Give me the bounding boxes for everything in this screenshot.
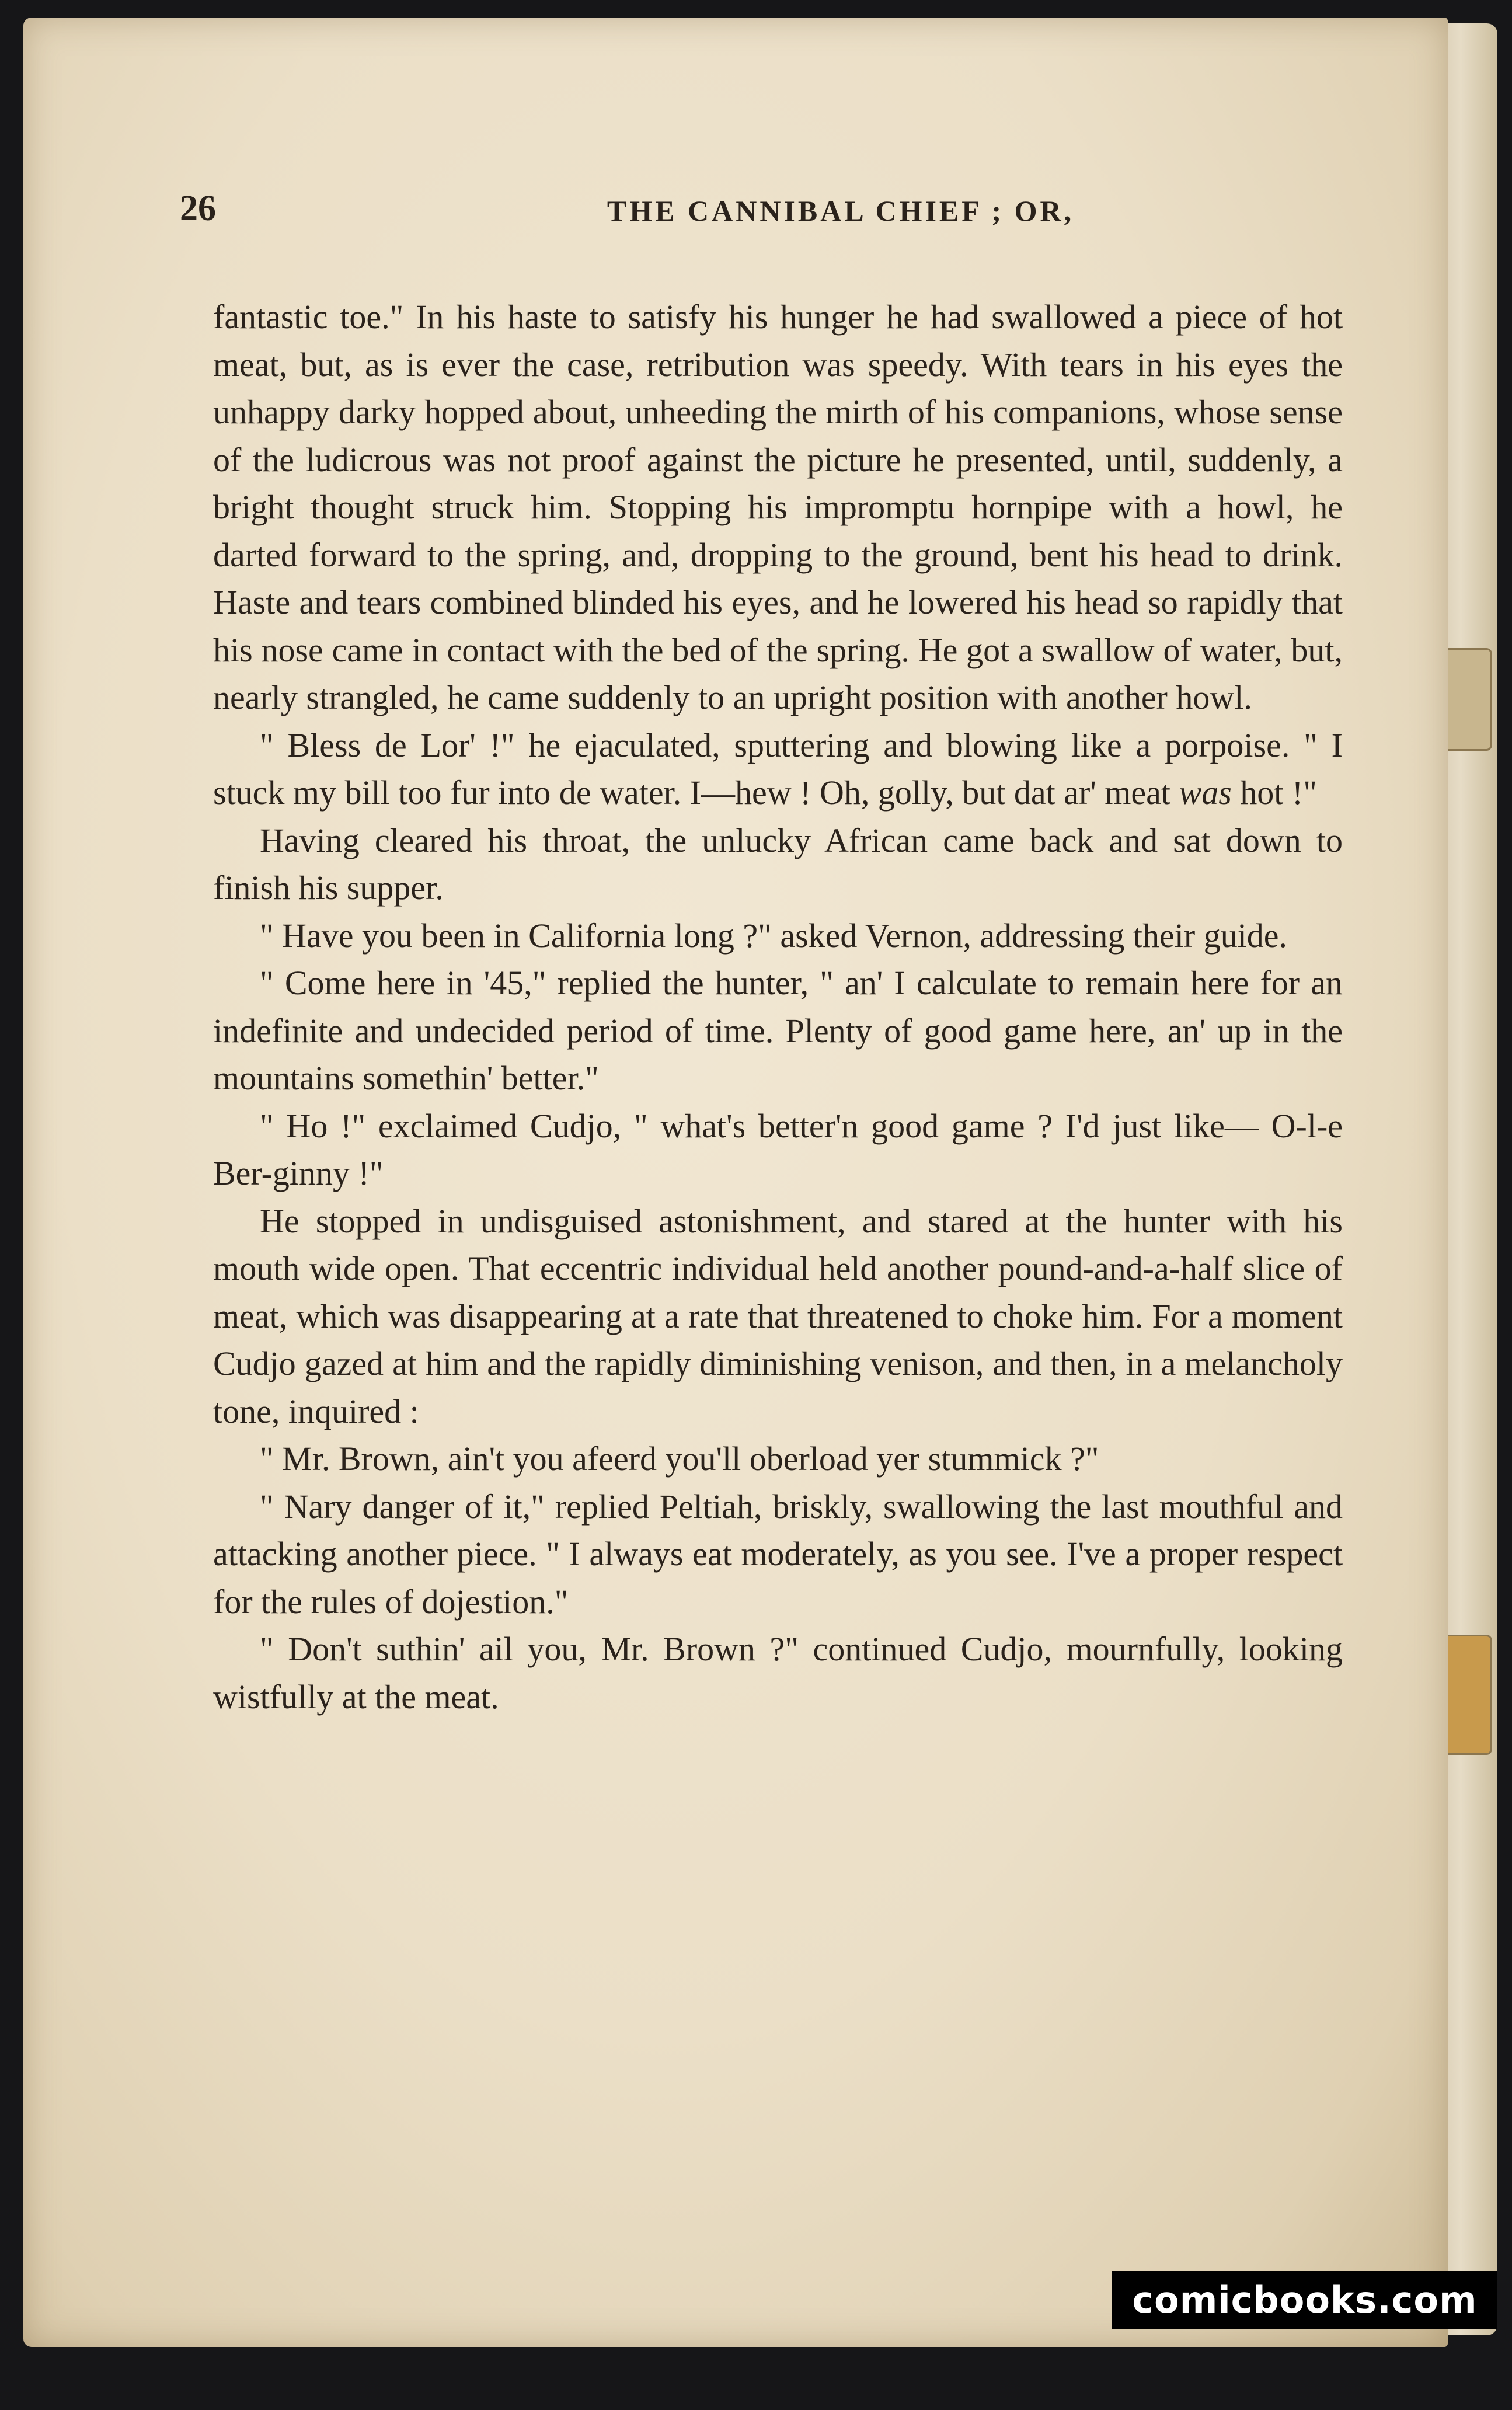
body-text xyxy=(213,293,1343,1721)
paragraph xyxy=(213,912,1343,960)
watermark-logo: comicbooks.com xyxy=(1112,2271,1497,2329)
text-run: " Mr. Brown, ain't you afeerd you'll oberload yer stummick ?" xyxy=(260,1440,1099,1478)
running-head xyxy=(23,18,1448,228)
paragraph xyxy=(213,817,1343,912)
text-run: " Don't suthin' ail you, Mr. Brown ?" continued Cudjo, mournfully, looking wistfully at the meat. xyxy=(213,1630,1343,1716)
paragraph xyxy=(213,1197,1343,1436)
running-head-title: THE CANNIBAL CHIEF ; OR, xyxy=(607,194,1075,227)
paragraph xyxy=(213,1483,1343,1626)
paragraph xyxy=(213,1435,1343,1483)
paragraph xyxy=(213,959,1343,1102)
text-run: fantastic toe." In his haste to satisfy his hunger he had swallowed a piece of hot meat, but, as is ever the case, retribution was speedy. With tears in his eyes the unhappy darky hopped about, unheeding the mirth of his companions, whose sense of the ludicrous was not proof against the picture he presented, until, suddenly, a bright thought struck him. Stopping his impromptu hornpipe with a howl, he darted forward to the spring, and, dropping to the ground, bent his head to drink. Haste and tears combined blinded his eyes, and he lowered his head so rapidly that his nose came in contact with the bed of the spring. He got a swallow of water, but, nearly strangled, he came suddenly to an upright position with another howl. xyxy=(213,298,1343,716)
emphasis-text: was xyxy=(1179,774,1232,812)
paragraph xyxy=(213,1625,1343,1721)
book-page xyxy=(23,18,1448,2347)
text-run: " Have you been in California long ?" asked Vernon, addressing their guide. xyxy=(260,916,1288,955)
text-run: " Bless de Lor' !" he ejaculated, sputtering and blowing like a porpoise. " I stuck my bill too fur into de water. I—hew ! Oh, golly, but dat ar' meat xyxy=(213,726,1343,812)
text-run: Having cleared his throat, the unlucky African came back and sat down to finish his supper. xyxy=(213,821,1343,907)
paragraph xyxy=(213,293,1343,722)
paragraph xyxy=(213,1102,1343,1197)
text-run: hot !" xyxy=(1231,774,1317,812)
page-number: 26 xyxy=(180,189,216,228)
text-run: " Nary danger of it," replied Peltiah, briskly, swallowing the last mouthful and attacking another piece. " I always eat moderately, as you see. I've a proper respect for the rules of dojestion." xyxy=(213,1487,1343,1621)
text-run: " Ho !" exclaimed Cudjo, " what's better'n good game ? I'd just like— O-l-e Ber-ginny !" xyxy=(213,1106,1343,1192)
text-run: He stopped in undisguised astonishment, and stared at the hunter with his mouth wide open. That eccentric individual held another pound-and-a-half slice of meat, which was disappearing at a rate that threatened to choke him. For a moment Cudjo gazed at him and the rapidly diminishing venison, and then, in a melancholy tone, inquired : xyxy=(213,1201,1343,1430)
paragraph xyxy=(213,722,1343,817)
text-run: " Come here in '45," replied the hunter, " an' I calculate to remain here for an indefinite and undecided period of time. Plenty of good game here, an' up in the mountains somethin' better." xyxy=(213,964,1343,1097)
